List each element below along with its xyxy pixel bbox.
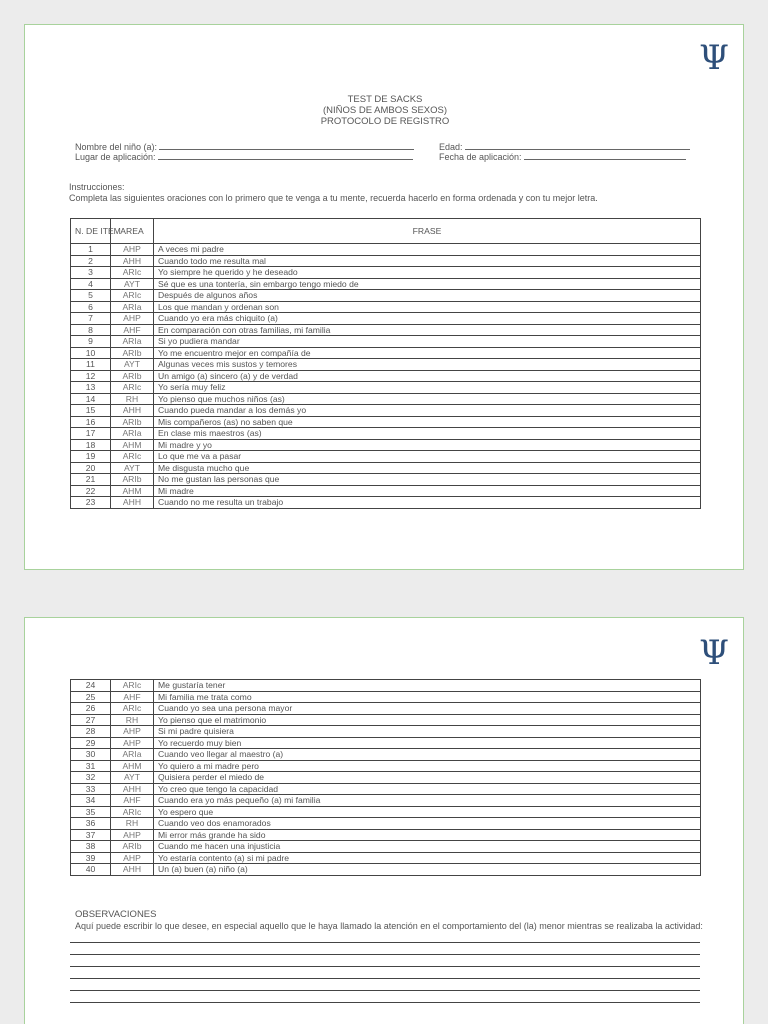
item-number: 40 bbox=[71, 864, 111, 876]
table-row bbox=[71, 301, 701, 313]
item-number: 26 bbox=[71, 703, 111, 715]
item-area: AHP bbox=[111, 244, 154, 256]
item-number: 13 bbox=[71, 382, 111, 394]
item-area: ARIc bbox=[111, 267, 154, 279]
item-phrase: Me gustaría tener bbox=[154, 680, 701, 692]
item-area: RH bbox=[111, 714, 154, 726]
item-area: ARIb bbox=[111, 841, 154, 853]
item-area: ARIc bbox=[111, 703, 154, 715]
table-row bbox=[71, 278, 701, 290]
item-phrase: Cuando pueda mandar a los demás yo bbox=[154, 405, 701, 417]
item-phrase: Yo pienso que muchos niños (as) bbox=[154, 393, 701, 405]
observations-title: OBSERVACIONES bbox=[75, 909, 157, 920]
observation-line[interactable] bbox=[70, 954, 700, 955]
item-area: AHH bbox=[111, 405, 154, 417]
item-number: 16 bbox=[71, 416, 111, 428]
item-area: AHH bbox=[111, 783, 154, 795]
item-number: 30 bbox=[71, 749, 111, 761]
table-row bbox=[71, 474, 701, 486]
item-phrase: Cuando yo era más chiquito (a) bbox=[154, 313, 701, 325]
table-row bbox=[71, 244, 701, 256]
item-number: 27 bbox=[71, 714, 111, 726]
item-area: AHH bbox=[111, 497, 154, 509]
title-line-1: TEST DE SACKS bbox=[347, 94, 423, 105]
item-phrase: En clase mis maestros (as) bbox=[154, 428, 701, 440]
field-lugar-line[interactable] bbox=[158, 151, 413, 160]
item-number: 11 bbox=[71, 359, 111, 371]
table-row bbox=[71, 347, 701, 359]
item-area: ARIc bbox=[111, 680, 154, 692]
table-row bbox=[71, 439, 701, 451]
item-area: AHH bbox=[111, 255, 154, 267]
title-line-3: PROTOCOLO DE REGISTRO bbox=[320, 116, 450, 127]
item-number: 9 bbox=[71, 336, 111, 348]
table-row bbox=[71, 313, 701, 325]
item-phrase: Yo pienso que el matrimonio bbox=[154, 714, 701, 726]
observation-line[interactable] bbox=[70, 978, 700, 979]
item-area: ARIb bbox=[111, 370, 154, 382]
item-number: 24 bbox=[71, 680, 111, 692]
item-number: 28 bbox=[71, 726, 111, 738]
table-row bbox=[71, 416, 701, 428]
item-number: 7 bbox=[71, 313, 111, 325]
item-area: AHF bbox=[111, 324, 154, 336]
item-phrase: Mi error más grande ha sido bbox=[154, 829, 701, 841]
item-phrase: Después de algunos años bbox=[154, 290, 701, 302]
table-row bbox=[71, 772, 701, 784]
header-area: AREA bbox=[111, 219, 154, 244]
table-row bbox=[71, 255, 701, 267]
items-table-page-2 bbox=[70, 679, 701, 876]
item-phrase: Mi madre bbox=[154, 485, 701, 497]
table-row bbox=[71, 359, 701, 371]
item-phrase: A veces mi padre bbox=[154, 244, 701, 256]
item-number: 8 bbox=[71, 324, 111, 336]
item-number: 3 bbox=[71, 267, 111, 279]
item-number: 32 bbox=[71, 772, 111, 784]
field-edad-label: Edad: bbox=[439, 142, 463, 152]
item-phrase: Un amigo (a) sincero (a) y de verdad bbox=[154, 370, 701, 382]
observation-line[interactable] bbox=[70, 966, 700, 967]
item-number: 6 bbox=[71, 301, 111, 313]
item-phrase: Algunas veces mis sustos y temores bbox=[154, 359, 701, 371]
item-phrase: Si yo pudiera mandar bbox=[154, 336, 701, 348]
item-number: 2 bbox=[71, 255, 111, 267]
table-row bbox=[71, 852, 701, 864]
item-phrase: Me disgusta mucho que bbox=[154, 462, 701, 474]
item-area: AYT bbox=[111, 462, 154, 474]
item-area: AHF bbox=[111, 795, 154, 807]
item-phrase: Quisiera perder el miedo de bbox=[154, 772, 701, 784]
item-area: ARIc bbox=[111, 290, 154, 302]
table-row bbox=[71, 783, 701, 795]
table-row bbox=[71, 485, 701, 497]
item-phrase: Yo sería muy feliz bbox=[154, 382, 701, 394]
item-area: ARIa bbox=[111, 336, 154, 348]
instructions-text: Completa las siguientes oraciones con lo primero que te venga a tu mente, recuerda hacerlo en forma ordenada y con tu mejor letra. bbox=[69, 193, 598, 203]
table-row bbox=[71, 795, 701, 807]
item-area: ARIa bbox=[111, 428, 154, 440]
item-area: ARIa bbox=[111, 749, 154, 761]
table-row bbox=[71, 818, 701, 830]
table-row bbox=[71, 691, 701, 703]
item-area: ARIb bbox=[111, 347, 154, 359]
psi-logo-icon: Ψ bbox=[699, 38, 729, 78]
table-row bbox=[71, 703, 701, 715]
item-number: 1 bbox=[71, 244, 111, 256]
item-number: 5 bbox=[71, 290, 111, 302]
item-phrase: Mis compañeros (as) no saben que bbox=[154, 416, 701, 428]
observations-text: Aquí puede escribir lo que desee, en especial aquello que le haya llamado la atención en el comportamiento del (la) menor mientras se realizaba la actividad: bbox=[75, 921, 703, 931]
header-frase: FRASE bbox=[154, 219, 701, 244]
table-row bbox=[71, 829, 701, 841]
item-area: AYT bbox=[111, 359, 154, 371]
table-row bbox=[71, 405, 701, 417]
field-fecha-line[interactable] bbox=[524, 151, 686, 160]
item-number: 36 bbox=[71, 818, 111, 830]
table-row bbox=[71, 806, 701, 818]
item-area: AHF bbox=[111, 691, 154, 703]
table-row bbox=[71, 393, 701, 405]
item-phrase: Yo me encuentro mejor en compañía de bbox=[154, 347, 701, 359]
table-row bbox=[71, 324, 701, 336]
item-area: AYT bbox=[111, 772, 154, 784]
field-nombre-line[interactable] bbox=[159, 141, 414, 150]
field-fecha-label: Fecha de aplicación: bbox=[439, 152, 522, 162]
field-lugar bbox=[75, 151, 413, 162]
field-nombre-label: Nombre del niño (a): bbox=[75, 142, 158, 152]
instructions bbox=[69, 182, 598, 204]
item-number: 34 bbox=[71, 795, 111, 807]
document-page-2 bbox=[24, 617, 744, 1024]
item-phrase: Cuando todo me resulta mal bbox=[154, 255, 701, 267]
item-area: RH bbox=[111, 818, 154, 830]
table-row bbox=[71, 680, 701, 692]
item-area: AHM bbox=[111, 485, 154, 497]
observation-line[interactable] bbox=[70, 990, 700, 991]
item-phrase: Yo quiero a mi madre pero bbox=[154, 760, 701, 772]
item-number: 29 bbox=[71, 737, 111, 749]
table-row bbox=[71, 497, 701, 509]
item-phrase: Yo creo que tengo la capacidad bbox=[154, 783, 701, 795]
item-number: 18 bbox=[71, 439, 111, 451]
item-number: 33 bbox=[71, 783, 111, 795]
item-area: ARIc bbox=[111, 451, 154, 463]
item-phrase: Sé que es una tontería, sin embargo tengo miedo de bbox=[154, 278, 701, 290]
item-number: 39 bbox=[71, 852, 111, 864]
item-phrase: Cuando yo sea una persona mayor bbox=[154, 703, 701, 715]
item-phrase: Yo siempre he querido y he deseado bbox=[154, 267, 701, 279]
table-row bbox=[71, 841, 701, 853]
item-area: RH bbox=[111, 393, 154, 405]
table-row bbox=[71, 714, 701, 726]
table-row bbox=[71, 382, 701, 394]
item-number: 14 bbox=[71, 393, 111, 405]
item-phrase: No me gustan las personas que bbox=[154, 474, 701, 486]
document-page-1 bbox=[24, 24, 744, 570]
table-row bbox=[71, 864, 701, 876]
item-number: 22 bbox=[71, 485, 111, 497]
field-fecha bbox=[439, 151, 686, 162]
item-phrase: Cuando veo dos enamorados bbox=[154, 818, 701, 830]
item-area: ARIc bbox=[111, 382, 154, 394]
table-row bbox=[71, 737, 701, 749]
field-lugar-label: Lugar de aplicación: bbox=[75, 152, 156, 162]
item-phrase: Cuando era yo más pequeño (a) mi familia bbox=[154, 795, 701, 807]
item-phrase: Si mi padre quisiera bbox=[154, 726, 701, 738]
observation-line[interactable] bbox=[70, 942, 700, 943]
item-phrase: Un (a) buen (a) niño (a) bbox=[154, 864, 701, 876]
item-number: 38 bbox=[71, 841, 111, 853]
item-phrase: Mi familia me trata como bbox=[154, 691, 701, 703]
item-area: AHP bbox=[111, 737, 154, 749]
item-area: AHH bbox=[111, 864, 154, 876]
item-area: AHM bbox=[111, 439, 154, 451]
header-item: N. DE ITEM bbox=[71, 219, 111, 244]
table-row bbox=[71, 726, 701, 738]
item-area: AYT bbox=[111, 278, 154, 290]
item-area: ARIb bbox=[111, 474, 154, 486]
item-phrase: Mi madre y yo bbox=[154, 439, 701, 451]
item-area: ARIc bbox=[111, 806, 154, 818]
psi-logo-icon: Ψ bbox=[699, 633, 729, 673]
item-number: 15 bbox=[71, 405, 111, 417]
item-phrase: Cuando no me resulta un trabajo bbox=[154, 497, 701, 509]
item-area: ARIb bbox=[111, 416, 154, 428]
item-number: 12 bbox=[71, 370, 111, 382]
title-line-2: (NIÑOS DE AMBOS SEXOS) bbox=[322, 105, 448, 116]
item-phrase: Yo espero que bbox=[154, 806, 701, 818]
item-number: 20 bbox=[71, 462, 111, 474]
item-phrase: Cuando veo llegar al maestro (a) bbox=[154, 749, 701, 761]
table-row bbox=[71, 462, 701, 474]
item-number: 25 bbox=[71, 691, 111, 703]
item-number: 31 bbox=[71, 760, 111, 772]
table-row bbox=[71, 336, 701, 348]
item-phrase: Yo estaría contento (a) si mi padre bbox=[154, 852, 701, 864]
item-phrase: Cuando me hacen una injusticia bbox=[154, 841, 701, 853]
table-row bbox=[71, 451, 701, 463]
title-block bbox=[25, 94, 745, 127]
table-row bbox=[71, 267, 701, 279]
item-area: AHM bbox=[111, 760, 154, 772]
item-area: AHP bbox=[111, 829, 154, 841]
table-row bbox=[71, 749, 701, 761]
item-area: AHP bbox=[111, 313, 154, 325]
item-area: ARIa bbox=[111, 301, 154, 313]
table-row bbox=[71, 760, 701, 772]
observation-line[interactable] bbox=[70, 1002, 700, 1003]
item-number: 17 bbox=[71, 428, 111, 440]
item-number: 19 bbox=[71, 451, 111, 463]
item-number: 4 bbox=[71, 278, 111, 290]
item-number: 21 bbox=[71, 474, 111, 486]
table-row bbox=[71, 290, 701, 302]
field-edad-line[interactable] bbox=[465, 141, 690, 150]
instructions-label: Instrucciones: bbox=[69, 182, 125, 192]
item-number: 10 bbox=[71, 347, 111, 359]
item-area: AHP bbox=[111, 726, 154, 738]
table-row bbox=[71, 370, 701, 382]
item-phrase: Los que mandan y ordenan son bbox=[154, 301, 701, 313]
items-table-page-1 bbox=[70, 218, 701, 509]
item-phrase: En comparación con otras familias, mi familia bbox=[154, 324, 701, 336]
item-phrase: Yo recuerdo muy bien bbox=[154, 737, 701, 749]
item-number: 23 bbox=[71, 497, 111, 509]
item-area: AHP bbox=[111, 852, 154, 864]
item-number: 37 bbox=[71, 829, 111, 841]
table-row bbox=[71, 428, 701, 440]
item-number: 35 bbox=[71, 806, 111, 818]
item-phrase: Lo que me va a pasar bbox=[154, 451, 701, 463]
